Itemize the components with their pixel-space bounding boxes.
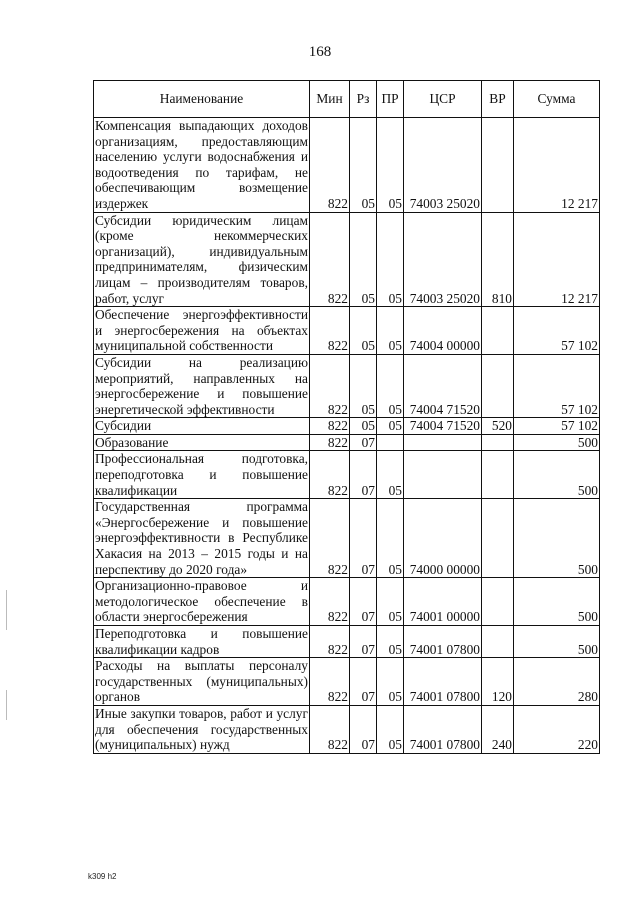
row-name: Субсидии на реализацию мероприятий, направленных на энергосбережение и повышение энергетической эффективности — [95, 354, 308, 417]
row-pr: 05 — [377, 418, 404, 435]
row-sum: 500 — [514, 626, 600, 658]
row-vr: 520 — [482, 418, 514, 435]
row-vr — [482, 434, 514, 451]
header-sum: Сумма — [514, 81, 600, 118]
table-row — [94, 354, 600, 417]
row-vr — [482, 626, 514, 658]
row-name: Государственная программа «Энергосбережение и повышение энергоэффективности в Республике Хакасия на 2013 – 2015 годы и на перспективу до 2020 года» — [95, 499, 308, 577]
row-sum: 500 — [514, 499, 600, 578]
row-rz: 05 — [350, 418, 377, 435]
header-vr: ВР — [482, 81, 514, 118]
page-number: 168 — [308, 44, 332, 60]
row-csr: 74004 71520 — [404, 354, 482, 417]
table-body — [94, 118, 600, 754]
scan-margin-mark — [6, 590, 7, 630]
row-min: 822 — [310, 118, 350, 213]
row-name: Иные закупки товаров, работ и услуг для обеспечения государственных (муниципальных) нужд — [95, 705, 308, 753]
row-csr: 74004 71520 — [404, 418, 482, 435]
row-rz: 05 — [350, 118, 377, 213]
row-csr: 74001 07800 — [404, 705, 482, 753]
row-min: 822 — [310, 451, 350, 499]
row-rz: 05 — [350, 354, 377, 417]
row-sum: 500 — [514, 434, 600, 451]
row-vr — [482, 499, 514, 578]
header-rz: Рз — [350, 81, 377, 118]
table-row — [94, 212, 600, 307]
row-vr — [482, 578, 514, 626]
row-csr: 74001 00000 — [404, 578, 482, 626]
row-vr — [482, 307, 514, 355]
table-row — [94, 499, 600, 578]
row-pr: 05 — [377, 451, 404, 499]
row-sum: 500 — [514, 578, 600, 626]
table-row — [94, 658, 600, 706]
row-pr: 05 — [377, 212, 404, 307]
row-rz: 05 — [350, 212, 377, 307]
row-sum: 500 — [514, 451, 600, 499]
row-rz: 07 — [350, 705, 377, 753]
row-name: Обеспечение энергоэффективности и энергосбережения на объектах муниципальной собственности — [95, 307, 308, 354]
row-csr: 74003 25020 — [404, 212, 482, 307]
row-min: 822 — [310, 418, 350, 435]
row-name: Профессиональная подготовка, переподготовка и повышение квалификации — [95, 451, 308, 498]
table-row — [94, 434, 600, 451]
row-name: Компенсация выпадающих доходов организациям, предоставляющим населению услуги водоснабжения и водоотведения по тарифам, не обеспечивающим возмещение издержек — [95, 118, 308, 211]
row-min: 822 — [310, 307, 350, 355]
row-csr — [404, 434, 482, 451]
row-rz: 07 — [350, 434, 377, 451]
row-name: Расходы на выплаты персоналу государственных (муниципальных) органов — [95, 658, 308, 705]
row-sum: 220 — [514, 705, 600, 753]
row-pr: 05 — [377, 499, 404, 578]
table-row — [94, 307, 600, 355]
row-sum: 57 102 — [514, 418, 600, 435]
header-min: Мин — [310, 81, 350, 118]
row-name: Субсидии — [94, 418, 310, 435]
row-min: 822 — [310, 499, 350, 578]
budget-table — [93, 80, 600, 754]
row-csr: 74004 00000 — [404, 307, 482, 355]
row-sum: 12 217 — [514, 118, 600, 213]
row-csr: 74000 00000 — [404, 499, 482, 578]
row-pr: 05 — [377, 705, 404, 753]
row-vr: 240 — [482, 705, 514, 753]
row-vr: 810 — [482, 212, 514, 307]
row-vr: 120 — [482, 658, 514, 706]
row-pr: 05 — [377, 307, 404, 355]
row-rz: 07 — [350, 658, 377, 706]
row-csr — [404, 451, 482, 499]
row-sum: 57 102 — [514, 354, 600, 417]
row-sum: 57 102 — [514, 307, 600, 355]
table-row — [94, 578, 600, 626]
table-row — [94, 705, 600, 753]
row-rz: 05 — [350, 307, 377, 355]
row-name: Субсидии юридическим лицам (кроме некоммерческих организаций), индивидуальным предпринимателям, физическим лицам – производителям товаров, работ, услуг — [95, 212, 308, 306]
row-rz: 07 — [350, 626, 377, 658]
row-min: 822 — [310, 354, 350, 417]
row-csr: 74001 07800 — [404, 626, 482, 658]
row-csr: 74001 07800 — [404, 658, 482, 706]
row-name: Организационно-правовое и методологическое обеспечение в области энергосбережения — [95, 578, 308, 625]
row-pr: 05 — [377, 578, 404, 626]
table-row — [94, 626, 600, 658]
row-min: 822 — [310, 705, 350, 753]
row-pr: 05 — [377, 354, 404, 417]
row-name: Образование — [94, 434, 310, 451]
row-pr: 05 — [377, 658, 404, 706]
row-vr — [482, 118, 514, 213]
row-vr — [482, 451, 514, 499]
table-row — [94, 418, 600, 435]
row-rz: 07 — [350, 578, 377, 626]
row-min: 822 — [310, 434, 350, 451]
row-pr: 05 — [377, 118, 404, 213]
header-csr: ЦСР — [404, 81, 482, 118]
row-pr: 05 — [377, 626, 404, 658]
row-min: 822 — [310, 626, 350, 658]
row-csr: 74003 25020 — [404, 118, 482, 213]
row-name: Переподготовка и повышение квалификации кадров — [95, 626, 308, 657]
header-pr: ПР — [377, 81, 404, 118]
row-vr — [482, 354, 514, 417]
row-min: 822 — [310, 658, 350, 706]
row-rz: 07 — [350, 499, 377, 578]
table-row — [94, 118, 600, 213]
row-pr — [377, 434, 404, 451]
scan-margin-mark — [6, 690, 7, 720]
row-min: 822 — [310, 212, 350, 307]
table-header-row — [94, 81, 600, 118]
row-rz: 07 — [350, 451, 377, 499]
footer-code: k309 h2 — [88, 872, 117, 881]
row-sum: 12 217 — [514, 212, 600, 307]
row-sum: 280 — [514, 658, 600, 706]
table-row — [94, 451, 600, 499]
row-min: 822 — [310, 578, 350, 626]
header-name: Наименование — [94, 81, 310, 118]
